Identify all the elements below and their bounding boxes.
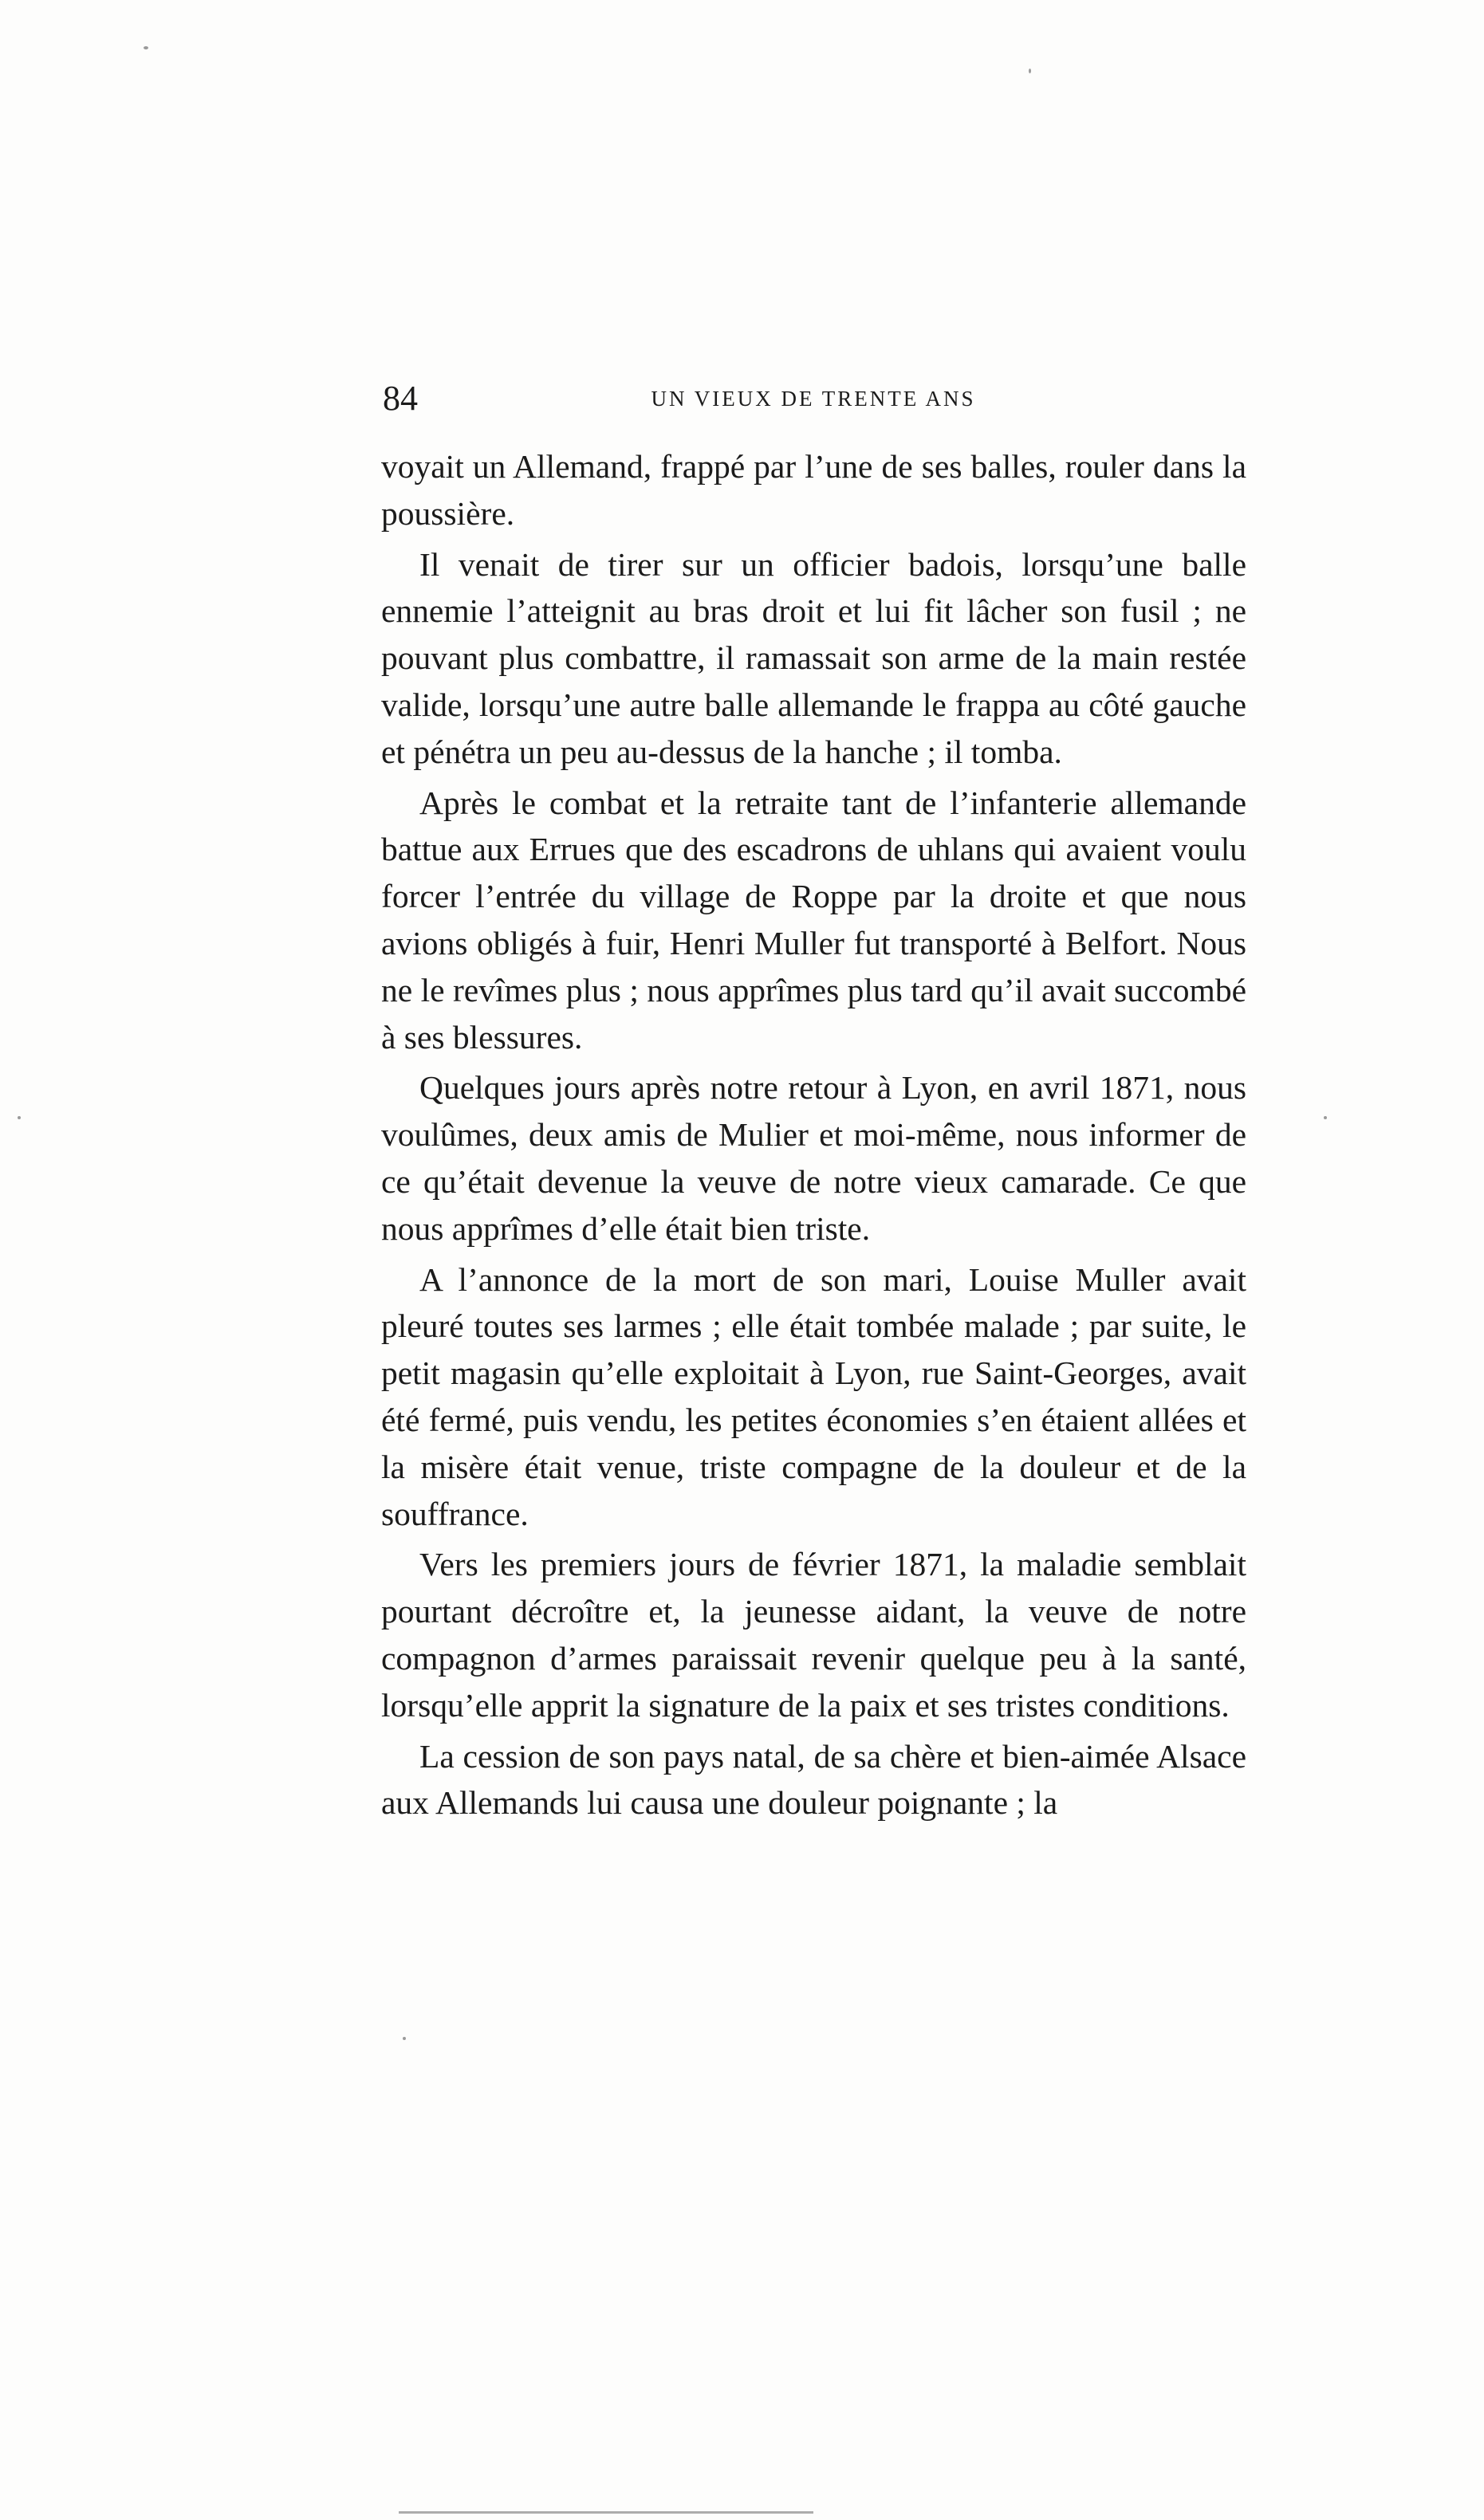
running-head: UN VIEUX DE TRENTE ANS bbox=[651, 387, 976, 411]
paragraph: voyait un Allemand, frappé par l’une de ses balles, rouler dans la poussière. bbox=[381, 448, 1246, 532]
paper-speck bbox=[403, 2037, 406, 2040]
page-header bbox=[383, 375, 1244, 430]
paper-speck bbox=[18, 1116, 21, 1119]
paragraph: Vers les premiers jours de février 1871, la maladie semblait pourtant décroître et, la jeunesse aidant, la veuve de notre compagnon d’armes paraissait revenir quelque peu à la santé, lorsqu’elle apprit la signature de la paix et ses tristes conditions. bbox=[381, 1546, 1246, 1724]
paragraph: Après le combat et la retraite tant de l’infanterie allemande battue aux Errues que des escadrons de uhlans qui avaient voulu forcer l’entrée du village de Roppe par la droite et que nous avions obligés à fuir, Henri Muller fut transporté à Belfort. Nous ne le revîmes plus ; nous apprîmes plus tard qu’il avait succombé à ses blessures. bbox=[381, 784, 1246, 1056]
paragraph: La cession de son pays natal, de sa chère et bien-aimée Alsace aux Allemands lui causa une douleur poignante ; la bbox=[381, 1737, 1246, 1822]
paper-speck bbox=[1029, 69, 1031, 73]
paper-speck bbox=[1324, 1116, 1327, 1119]
paragraph: Quelques jours après notre retour à Lyon, en avril 1871, nous voulûmes, deux amis de Mulier et moi-même, nous informer de ce qu’était devenue la veuve de notre vieux camarade. Ce que nous apprîmes d’elle était bien triste. bbox=[381, 1069, 1246, 1247]
paragraph: A l’annonce de la mort de son mari, Louise Muller avait pleuré toutes ses larmes ; elle était tombée malade ; par suite, le petit magasin qu’elle exploitait à Lyon, rue Saint-Georges, avait été fermé, puis vendu, les petites économies s’en étaient allées et la misère était venue, triste compagne de la douleur et de la souffrance. bbox=[381, 1260, 1246, 1532]
page-number: 84 bbox=[383, 379, 418, 418]
paper-speck bbox=[144, 46, 148, 49]
bottom-edge-line bbox=[399, 2511, 813, 2514]
body-text bbox=[381, 443, 1246, 1830]
paragraph: Il venait de tirer sur un officier badois, lorsqu’une balle ennemie l’atteignit au bras droit et lui fit lâcher son fusil ; ne pouvant plus combattre, il ramassait son arme de la main restée valide, lorsqu’une autre balle allemande le frappa au côté gauche et pénétra un peu au-dessus de la hanche ; il tomba. bbox=[381, 545, 1246, 770]
